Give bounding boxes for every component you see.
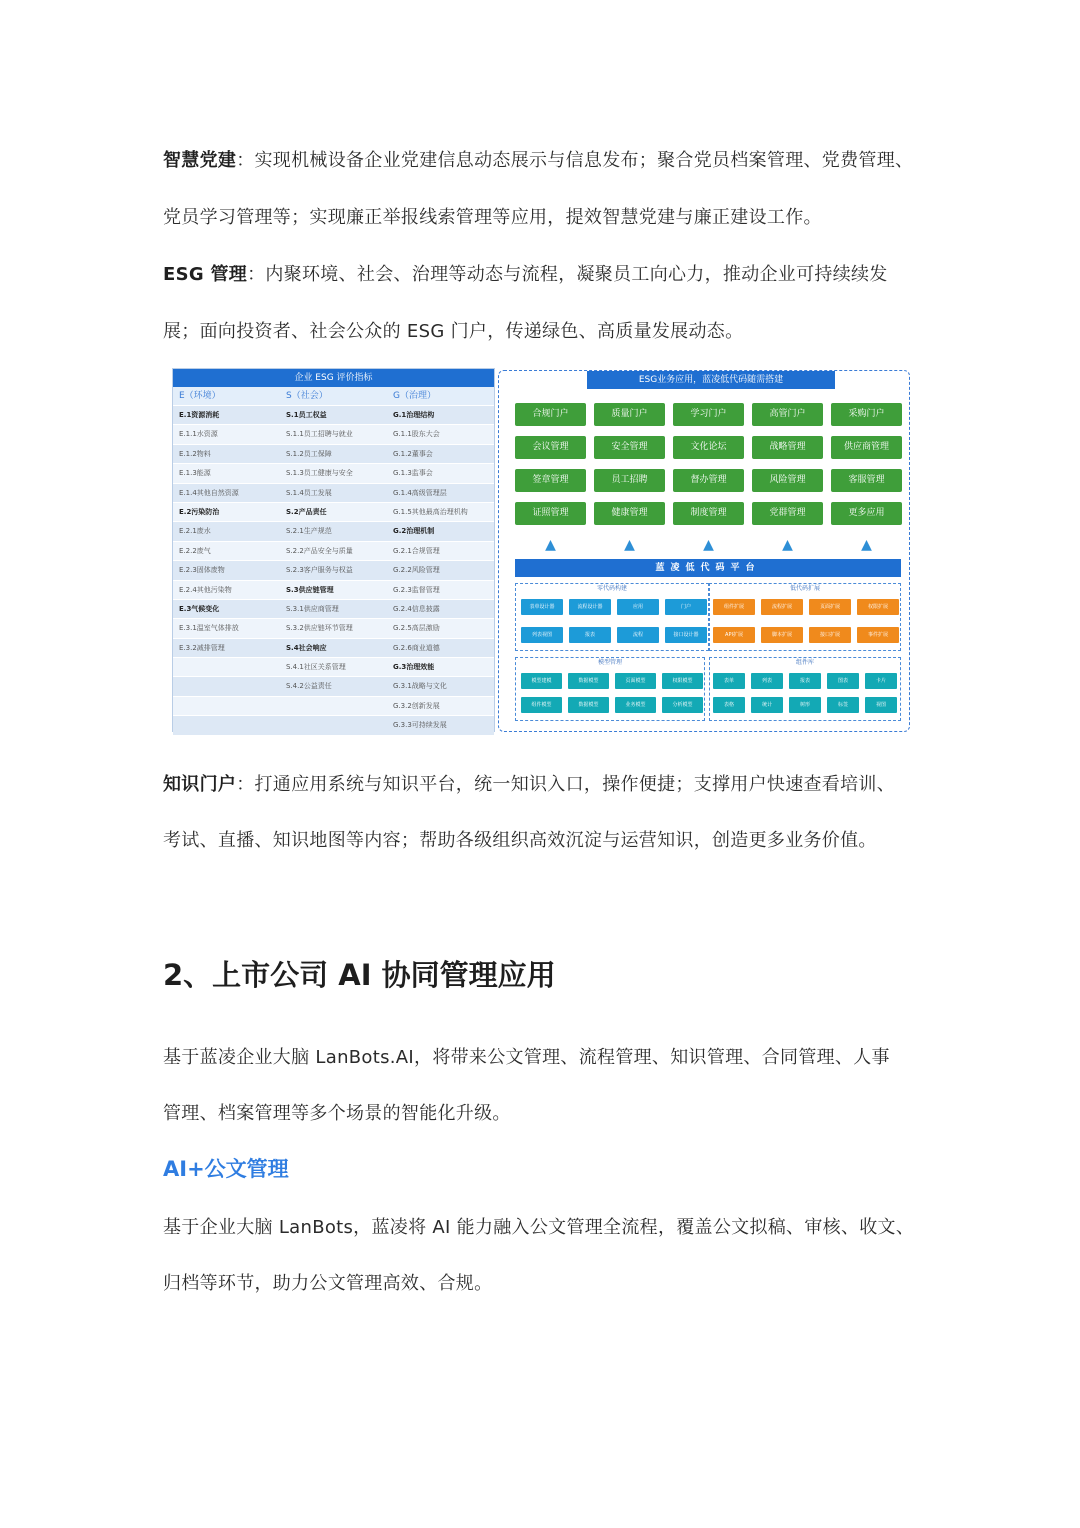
esg-app-panel bbox=[498, 370, 910, 732]
module-chip: 流程 bbox=[617, 627, 659, 643]
lowcode-ext-title: 低代码扩展 bbox=[789, 585, 820, 592]
table-cell: E.3.1温室气体排放 bbox=[179, 624, 239, 633]
table-cell bbox=[173, 658, 280, 676]
table-cell: E.2.3固体废物 bbox=[179, 566, 225, 575]
table-cell: E.1.3能源 bbox=[179, 469, 211, 478]
module-chip: 事件扩展 bbox=[857, 627, 899, 643]
app-tile: 高管门户 bbox=[752, 403, 823, 426]
table-row bbox=[173, 618, 494, 637]
table-cell: G.2.6商业道德 bbox=[393, 643, 440, 652]
table-row bbox=[173, 580, 494, 599]
module-chip: 列表视图 bbox=[521, 627, 563, 643]
arrow-row bbox=[515, 537, 903, 553]
intro-line-2: 管理、档案管理等多个场景的智能化升级。 bbox=[163, 1103, 511, 1124]
table-cell: E.2.2废气 bbox=[179, 546, 211, 555]
up-arrow-icon: ▲ bbox=[624, 537, 635, 553]
table-cell: G.3治理效能 bbox=[393, 663, 435, 672]
module-chip: 组件模型 bbox=[521, 697, 562, 713]
app-tile: 采购门户 bbox=[831, 403, 902, 426]
module-chip: 图表 bbox=[827, 673, 859, 689]
table-cell: G.1.3监事会 bbox=[393, 469, 433, 478]
knowledge-line-1 bbox=[163, 770, 923, 796]
module-chip: 业务模型 bbox=[615, 697, 656, 713]
table-row bbox=[173, 638, 494, 657]
table-cell: E.3气候变化 bbox=[179, 604, 220, 613]
table-cell: G.1.2董事会 bbox=[393, 449, 433, 458]
module-chip: 表格 bbox=[713, 697, 745, 713]
table-cell: S.4社会响应 bbox=[286, 643, 327, 652]
module-chip: 流程设计器 bbox=[569, 599, 611, 615]
module-chip: 分析模型 bbox=[662, 697, 703, 713]
party-label: 智慧党建 bbox=[163, 150, 237, 171]
table-row bbox=[173, 676, 494, 695]
table-cell: G.3.1战略与文化 bbox=[393, 682, 447, 691]
doc-line-2: 归档等环节，助力公文管理高效、合规。 bbox=[163, 1273, 493, 1294]
table-cell bbox=[173, 677, 280, 695]
module-chip: 表单设计器 bbox=[521, 599, 563, 615]
app-tile: 签章管理 bbox=[515, 469, 586, 492]
module-chip: 权限扩展 bbox=[857, 599, 899, 615]
table-cell: S.1.3员工健康与安全 bbox=[286, 469, 353, 478]
table-row bbox=[173, 599, 494, 618]
component-title: 组件库 bbox=[795, 659, 814, 666]
esg-text-1: ：内聚环境、社会、治理等动态与流程，凝聚员工向心力，推动企业可持续续发 bbox=[247, 264, 888, 285]
module-chip: 页面扩展 bbox=[809, 599, 851, 615]
party-text-1: ：实现机械设备企业党建信息动态展示与信息发布；聚合党员档案管理、党费管理、 bbox=[236, 150, 914, 171]
esg-table-columns bbox=[173, 387, 494, 405]
app-tile: 供应商管理 bbox=[831, 436, 902, 459]
intro-line-1: 基于蓝凌企业大脑 LanBots.AI，将带来公文管理、流程管理、知识管理、合同管理、人事 bbox=[163, 1047, 890, 1068]
module-chip: 标签 bbox=[827, 697, 859, 713]
table-cell: G.1.5其他最高治理机构 bbox=[393, 507, 468, 516]
table-row bbox=[173, 405, 494, 424]
module-chip: 数据模型 bbox=[568, 673, 609, 689]
module-chip: 视图 bbox=[865, 697, 897, 713]
table-cell: G.2.3监督管理 bbox=[393, 585, 440, 594]
party-line-1 bbox=[163, 146, 923, 172]
doc-line-1: 基于企业大脑 LanBots，蓝凌将 AI 能力融入公文管理全流程，覆盖公文拟稿、审核、收文、 bbox=[163, 1217, 915, 1238]
table-row bbox=[173, 696, 494, 715]
module-chip: 树形 bbox=[789, 697, 821, 713]
knowledge-text-1: ：打通应用系统与知识平台，统一知识入口，操作便捷；支撑用户快速查看培训、 bbox=[236, 774, 895, 795]
table-cell: S.2.1生产规范 bbox=[286, 527, 332, 536]
table-cell: E.1.2物料 bbox=[179, 449, 211, 458]
esg-table-title: 企业 ESG 评价指标 bbox=[173, 369, 494, 387]
table-row bbox=[173, 657, 494, 676]
table-cell: G.2.5高层激励 bbox=[393, 624, 440, 633]
table-cell: S.1员工权益 bbox=[286, 411, 327, 419]
table-cell: S.1.4员工发展 bbox=[286, 488, 332, 497]
module-chip: 流程扩展 bbox=[761, 599, 803, 615]
app-panel-title: ESG业务应用，蓝凌低代码随需搭建 bbox=[587, 371, 835, 389]
knowledge-label: 知识门户 bbox=[163, 774, 237, 795]
table-cell: G.2.4信息披露 bbox=[393, 604, 440, 613]
app-tile: 安全管理 bbox=[594, 436, 665, 459]
table-cell: S.2.2产品安全与质量 bbox=[286, 546, 353, 555]
table-row bbox=[173, 483, 494, 502]
table-row bbox=[173, 541, 494, 560]
table-cell: S.3.1供应商管理 bbox=[286, 604, 339, 613]
esg-indicator-table bbox=[172, 368, 495, 732]
app-tile: 员工招聘 bbox=[594, 469, 665, 492]
table-cell: E.2.4其他污染物 bbox=[179, 585, 232, 594]
model-title: 模型管理 bbox=[597, 659, 622, 666]
esg-table-body bbox=[173, 405, 494, 735]
table-cell: S.1.1员工招聘与就业 bbox=[286, 430, 353, 439]
module-chip: 列表 bbox=[751, 673, 783, 689]
table-cell: E.2污染防治 bbox=[179, 507, 220, 516]
table-cell: E.3.2减排管理 bbox=[179, 643, 225, 652]
app-tile: 更多应用 bbox=[831, 502, 902, 525]
table-row bbox=[173, 502, 494, 521]
table-cell bbox=[280, 697, 387, 715]
table-cell: S.2.3客户服务与权益 bbox=[286, 566, 353, 575]
up-arrow-icon: ▲ bbox=[545, 537, 556, 553]
col-e: E（环境） bbox=[179, 391, 221, 401]
module-chip: 接口扩展 bbox=[809, 627, 851, 643]
app-tile: 督办管理 bbox=[673, 469, 744, 492]
module-chip: 组件扩展 bbox=[713, 599, 755, 615]
module-chip: 卡片 bbox=[865, 673, 897, 689]
module-chip: 报表 bbox=[789, 673, 821, 689]
table-row bbox=[173, 463, 494, 482]
table-row bbox=[173, 560, 494, 579]
table-cell: G.2.2风险管理 bbox=[393, 566, 440, 575]
app-tile: 战略管理 bbox=[752, 436, 823, 459]
table-cell: E.1.1水资源 bbox=[179, 430, 218, 439]
table-cell: E.1资源消耗 bbox=[179, 411, 220, 419]
up-arrow-icon: ▲ bbox=[861, 537, 872, 553]
esg-line-1 bbox=[163, 260, 923, 286]
table-cell: S.3.2供应链环节管理 bbox=[286, 624, 353, 633]
module-chip: API扩展 bbox=[713, 627, 755, 643]
col-s: S（社会） bbox=[286, 391, 328, 401]
app-tile: 客服管理 bbox=[831, 469, 902, 492]
module-chip: 门户 bbox=[665, 599, 707, 615]
table-cell: E.1.4其他自然资源 bbox=[179, 488, 239, 497]
table-cell: G.2治理机制 bbox=[393, 527, 435, 536]
module-chip: 表单 bbox=[713, 673, 745, 689]
zero-code-title: 零代码构建 bbox=[596, 585, 627, 592]
table-cell bbox=[280, 716, 387, 734]
module-chip: 脚本扩展 bbox=[761, 627, 803, 643]
table-cell: G.1治理结构 bbox=[393, 411, 435, 419]
table-cell: G.3.2创新发展 bbox=[393, 701, 440, 710]
app-tile: 健康管理 bbox=[594, 502, 665, 525]
module-chip: 应用 bbox=[617, 599, 659, 615]
app-tile: 文化论坛 bbox=[673, 436, 744, 459]
module-chip: 权限模型 bbox=[662, 673, 703, 689]
knowledge-line-2: 考试、直播、知识地图等内容；帮助各级组织高效沉淀与运营知识，创造更多业务价值。 bbox=[163, 830, 877, 851]
app-tile: 风险管理 bbox=[752, 469, 823, 492]
esg-figure bbox=[170, 366, 912, 734]
esg-line-2: 展；面向投资者、社会公众的 ESG 门户，传递绿色、高质量发展动态。 bbox=[163, 321, 744, 342]
module-chip: 模型建模 bbox=[521, 673, 562, 689]
table-cell bbox=[173, 697, 280, 715]
table-cell: G.3.3可持续发展 bbox=[393, 721, 447, 730]
party-line-2: 党员学习管理等；实现廉正举报线索管理等应用，提效智慧党建与廉正建设工作。 bbox=[163, 207, 822, 228]
app-tile: 合规门户 bbox=[515, 403, 586, 426]
table-row bbox=[173, 715, 494, 734]
app-tile: 证照管理 bbox=[515, 502, 586, 525]
module-chip: 报表 bbox=[569, 627, 611, 643]
app-tile: 学习门户 bbox=[673, 403, 744, 426]
app-tile: 会议管理 bbox=[515, 436, 586, 459]
table-cell: S.4.1社区关系管理 bbox=[286, 663, 346, 672]
module-chip: 接口设计器 bbox=[665, 627, 707, 643]
table-cell: S.2产品责任 bbox=[286, 507, 327, 516]
table-row bbox=[173, 521, 494, 540]
esg-label: ESG 管理 bbox=[163, 264, 248, 285]
table-cell: S.3供应链管理 bbox=[286, 585, 334, 594]
table-row bbox=[173, 424, 494, 443]
up-arrow-icon: ▲ bbox=[703, 537, 714, 553]
subsection-heading: AI+公文管理 bbox=[163, 1157, 289, 1181]
table-cell: G.2.1合规管理 bbox=[393, 546, 440, 555]
app-tile: 质量门户 bbox=[594, 403, 665, 426]
app-grid bbox=[515, 403, 903, 525]
app-tile: 党群管理 bbox=[752, 502, 823, 525]
table-cell bbox=[173, 716, 280, 734]
module-chip: 数据模型 bbox=[568, 697, 609, 713]
module-chip: 统计 bbox=[751, 697, 783, 713]
table-cell: E.2.1废水 bbox=[179, 527, 211, 536]
up-arrow-icon: ▲ bbox=[782, 537, 793, 553]
table-row bbox=[173, 444, 494, 463]
table-cell: G.1.1股东大会 bbox=[393, 430, 440, 439]
module-chip: 页面模型 bbox=[615, 673, 656, 689]
table-cell: S.4.2公益责任 bbox=[286, 682, 332, 691]
table-cell: S.1.2员工保障 bbox=[286, 449, 332, 458]
lowcode-platform-bar: 蓝凌低代码平台 bbox=[515, 559, 901, 577]
section-heading: 2、上市公司 AI 协同管理应用 bbox=[163, 958, 556, 992]
table-cell: G.1.4高级管理层 bbox=[393, 488, 447, 497]
app-tile: 制度管理 bbox=[673, 502, 744, 525]
col-g: G（治理） bbox=[393, 391, 436, 401]
